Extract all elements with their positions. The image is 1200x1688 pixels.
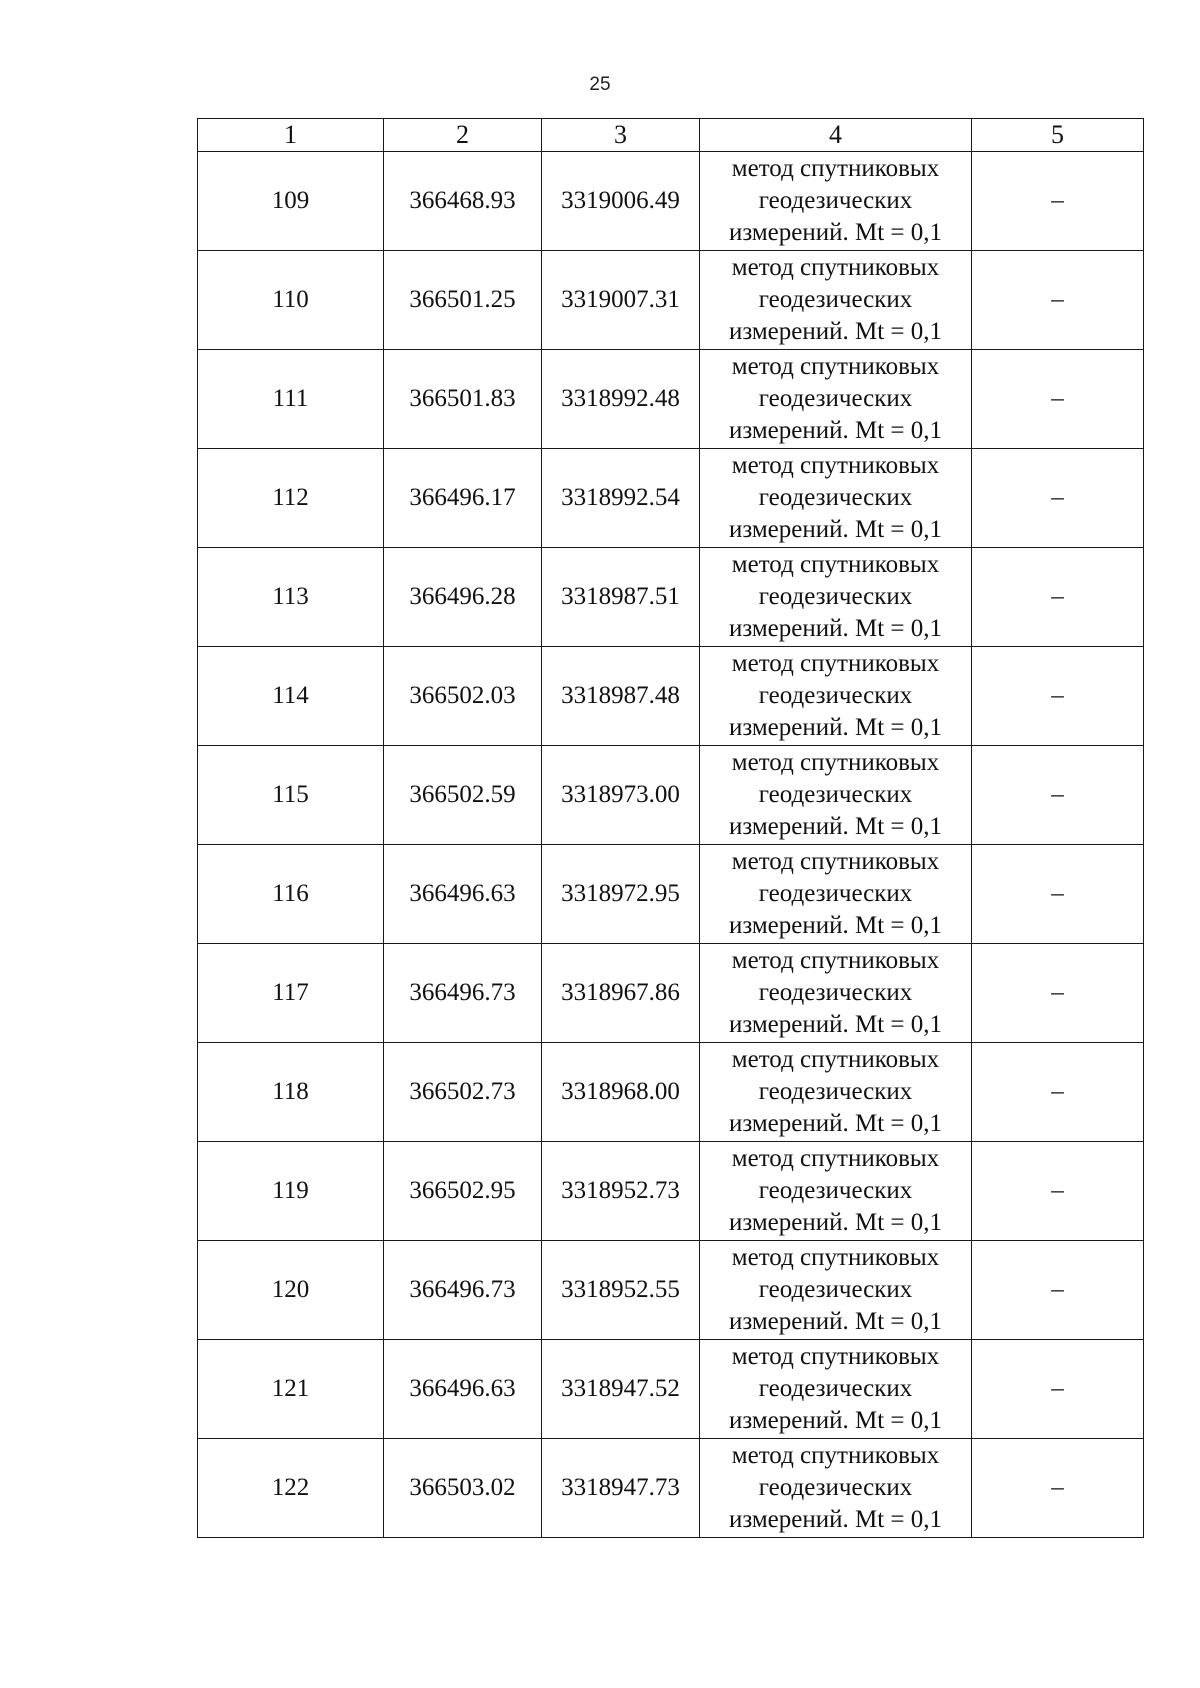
method-line: геодезических — [758, 1177, 913, 1204]
table-row — [198, 251, 1144, 350]
method-cell — [700, 647, 972, 746]
method-line: измерений. Mt = 0,1 — [728, 1506, 943, 1533]
note-cell: – — [972, 746, 1144, 845]
method-cell — [700, 1043, 972, 1142]
method-line: геодезических — [758, 286, 913, 313]
point-number-cell: 115 — [198, 746, 384, 845]
method-line: измерений. Mt = 0,1 — [728, 219, 943, 246]
method-line: измерений. Mt = 0,1 — [728, 813, 943, 840]
method-line: измерений. Mt = 0,1 — [728, 714, 943, 741]
x-coordinate-cell: 366496.63 — [384, 1340, 542, 1439]
x-coordinate-cell: 366501.25 — [384, 251, 542, 350]
y-coordinate-cell: 3319006.49 — [542, 152, 700, 251]
method-line: метод спутниковых — [731, 1343, 940, 1370]
method-line: измерений. Mt = 0,1 — [728, 1407, 943, 1434]
x-coordinate-cell: 366501.83 — [384, 350, 542, 449]
point-number-cell: 109 — [198, 152, 384, 251]
table-row — [198, 1241, 1144, 1340]
table-row — [198, 548, 1144, 647]
method-line: геодезических — [758, 1276, 913, 1303]
x-coordinate-cell: 366502.59 — [384, 746, 542, 845]
x-coordinate-cell: 366496.73 — [384, 944, 542, 1043]
note-cell: – — [972, 152, 1144, 251]
y-coordinate-cell: 3318952.73 — [542, 1142, 700, 1241]
x-coordinate-cell: 366496.73 — [384, 1241, 542, 1340]
y-coordinate-cell: 3319007.31 — [542, 251, 700, 350]
header-col-2: 2 — [384, 119, 542, 152]
header-col-5: 5 — [972, 119, 1144, 152]
point-number-cell: 121 — [198, 1340, 384, 1439]
x-coordinate-cell: 366502.95 — [384, 1142, 542, 1241]
note-cell: – — [972, 845, 1144, 944]
method-line: метод спутниковых — [731, 650, 940, 677]
method-line: геодезических — [758, 187, 913, 214]
point-number-cell: 116 — [198, 845, 384, 944]
table-row — [198, 1043, 1144, 1142]
method-line: геодезических — [758, 1078, 913, 1105]
note-cell: – — [972, 251, 1144, 350]
method-line: метод спутниковых — [731, 254, 940, 281]
method-line: метод спутниковых — [731, 947, 940, 974]
method-line: метод спутниковых — [731, 1442, 940, 1469]
method-line: геодезических — [758, 484, 913, 511]
method-line: геодезических — [758, 880, 913, 907]
method-line: метод спутниковых — [731, 551, 940, 578]
note-cell: – — [972, 548, 1144, 647]
point-number-cell: 113 — [198, 548, 384, 647]
method-cell — [700, 350, 972, 449]
table-row — [198, 746, 1144, 845]
point-number-cell: 110 — [198, 251, 384, 350]
header-row — [198, 119, 1144, 152]
y-coordinate-cell: 3318952.55 — [542, 1241, 700, 1340]
y-coordinate-cell: 3318947.73 — [542, 1439, 700, 1538]
table-row — [198, 1439, 1144, 1538]
table-body — [198, 152, 1144, 1538]
table-row — [198, 944, 1144, 1043]
method-line: геодезических — [758, 1375, 913, 1402]
table-row — [198, 845, 1144, 944]
method-line: метод спутниковых — [731, 749, 940, 776]
note-cell: – — [972, 1043, 1144, 1142]
method-line: геодезических — [758, 385, 913, 412]
table-row — [198, 1340, 1144, 1439]
table-row — [198, 647, 1144, 746]
note-cell: – — [972, 1439, 1144, 1538]
header-col-1: 1 — [198, 119, 384, 152]
x-coordinate-cell: 366468.93 — [384, 152, 542, 251]
method-cell — [700, 152, 972, 251]
method-line: геодезических — [758, 583, 913, 610]
method-cell — [700, 746, 972, 845]
method-cell — [700, 845, 972, 944]
method-line: геодезических — [758, 1474, 913, 1501]
point-number-cell: 118 — [198, 1043, 384, 1142]
point-number-cell: 111 — [198, 350, 384, 449]
coordinates-table — [197, 118, 1144, 1538]
note-cell: – — [972, 1340, 1144, 1439]
x-coordinate-cell: 366502.03 — [384, 647, 542, 746]
method-cell — [700, 1439, 972, 1538]
note-cell: – — [972, 944, 1144, 1043]
x-coordinate-cell: 366496.63 — [384, 845, 542, 944]
note-cell: – — [972, 1241, 1144, 1340]
method-line: измерений. Mt = 0,1 — [728, 417, 943, 444]
method-cell — [700, 251, 972, 350]
method-line: измерений. Mt = 0,1 — [728, 912, 943, 939]
table-row — [198, 449, 1144, 548]
method-line: измерений. Mt = 0,1 — [728, 516, 943, 543]
y-coordinate-cell: 3318987.51 — [542, 548, 700, 647]
note-cell: – — [972, 647, 1144, 746]
method-cell — [700, 1340, 972, 1439]
method-cell — [700, 944, 972, 1043]
method-line: метод спутниковых — [731, 353, 940, 380]
note-cell: – — [972, 350, 1144, 449]
method-line: измерений. Mt = 0,1 — [728, 1209, 943, 1236]
y-coordinate-cell: 3318968.00 — [542, 1043, 700, 1142]
method-cell — [700, 1241, 972, 1340]
x-coordinate-cell: 366503.02 — [384, 1439, 542, 1538]
method-line: измерений. Mt = 0,1 — [728, 318, 943, 345]
y-coordinate-cell: 3318973.00 — [542, 746, 700, 845]
y-coordinate-cell: 3318992.54 — [542, 449, 700, 548]
x-coordinate-cell: 366496.17 — [384, 449, 542, 548]
y-coordinate-cell: 3318987.48 — [542, 647, 700, 746]
method-line: метод спутниковых — [731, 1244, 940, 1271]
method-line: геодезических — [758, 781, 913, 808]
method-line: метод спутниковых — [731, 848, 940, 875]
point-number-cell: 122 — [198, 1439, 384, 1538]
header-col-4: 4 — [700, 119, 972, 152]
method-line: измерений. Mt = 0,1 — [728, 1308, 943, 1335]
header-col-3: 3 — [542, 119, 700, 152]
y-coordinate-cell: 3318947.52 — [542, 1340, 700, 1439]
point-number-cell: 119 — [198, 1142, 384, 1241]
method-line: геодезических — [758, 979, 913, 1006]
y-coordinate-cell: 3318992.48 — [542, 350, 700, 449]
table-row — [198, 152, 1144, 251]
method-line: геодезических — [758, 682, 913, 709]
y-coordinate-cell: 3318967.86 — [542, 944, 700, 1043]
point-number-cell: 120 — [198, 1241, 384, 1340]
point-number-cell: 114 — [198, 647, 384, 746]
table-row — [198, 1142, 1144, 1241]
note-cell: – — [972, 1142, 1144, 1241]
x-coordinate-cell: 366496.28 — [384, 548, 542, 647]
method-line: измерений. Mt = 0,1 — [728, 1110, 943, 1137]
point-number-cell: 112 — [198, 449, 384, 548]
x-coordinate-cell: 366502.73 — [384, 1043, 542, 1142]
table-row — [198, 350, 1144, 449]
table-header — [198, 119, 1144, 152]
method-line: измерений. Mt = 0,1 — [728, 1011, 943, 1038]
method-line: метод спутниковых — [731, 1046, 940, 1073]
method-cell — [700, 548, 972, 647]
method-line: метод спутниковых — [731, 1145, 940, 1172]
note-cell: – — [972, 449, 1144, 548]
y-coordinate-cell: 3318972.95 — [542, 845, 700, 944]
method-cell — [700, 449, 972, 548]
method-line: метод спутниковых — [731, 452, 940, 479]
point-number-cell: 117 — [198, 944, 384, 1043]
method-cell — [700, 1142, 972, 1241]
method-line: метод спутниковых — [731, 155, 940, 182]
method-line: измерений. Mt = 0,1 — [728, 615, 943, 642]
page-number: 25 — [589, 74, 611, 95]
